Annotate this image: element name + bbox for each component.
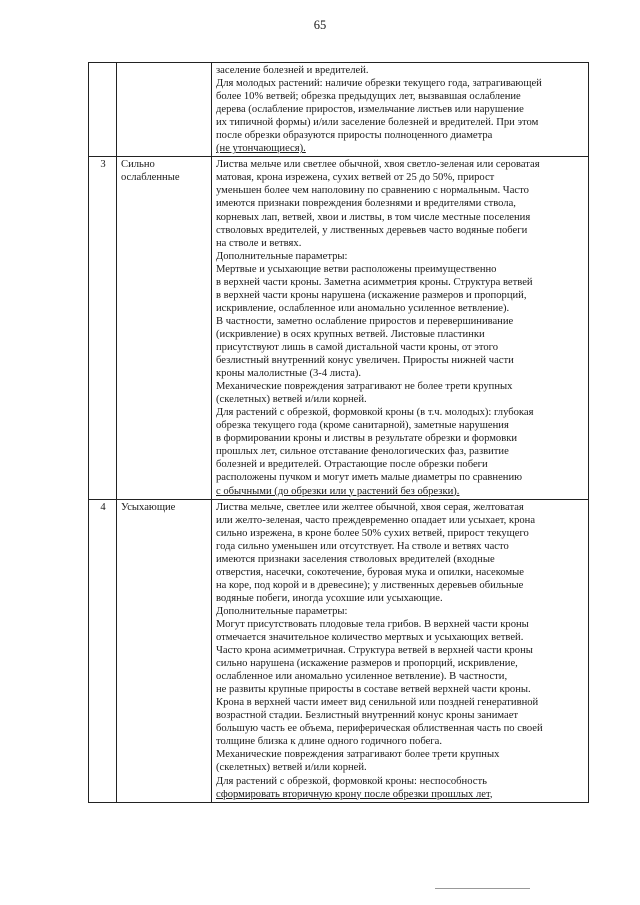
status-cell — [117, 499, 212, 802]
description-line: возрастной стадии. Безлистный внутренний конус кроны занимает — [216, 710, 519, 722]
description-line: ослабленное или аномально усиленное ветвление). В частности, — [216, 671, 508, 683]
table-row — [89, 63, 589, 157]
description-line: Для молодых растений: наличие обрезки текущего года, затрагивающей — [216, 78, 542, 90]
footer-divider — [435, 888, 530, 889]
description-line: сильно изрежена, в кроне более 50% сухих ветвей, прирост текущего — [216, 527, 529, 539]
description-line: безлистный внутренний конус увеличен. Приросты нижней части — [216, 355, 514, 367]
description-line: прошлых лет, сильное отставание фенологических фаз, развитие — [216, 446, 509, 458]
status-label: Сильно — [121, 159, 155, 171]
description-cell — [212, 63, 589, 157]
description-line: матовая, крона изрежена, сухих ветвей от 25 до 50%, прирост — [216, 172, 495, 184]
description-line: (скелетных) ветвей и/или корней. — [216, 394, 367, 406]
description-line: уменьшен более чем наполовину по сравнению с нормальным. Часто — [216, 185, 529, 197]
description-line: более 10% ветвей; обрезка предыдущих лет, вызвавшая ослабление — [216, 91, 521, 103]
description-line: искривление, ослабленное или аномально усиленное ветвление). — [216, 302, 510, 314]
description-line: сильно нарушена (искажение размеров и пропорций, искривление, — [216, 658, 518, 670]
description-line: обрезка текущего года (кроме санитарной), заметные нарушения — [216, 420, 509, 432]
description-line: после обрезки образуются приросты полноценного диаметра — [216, 130, 493, 142]
description-cell — [212, 499, 589, 802]
description-line: не развиты крупные приросты в составе ветвей верхней части кроны. — [216, 684, 531, 696]
description-line: дерева (ослабление приростов, измельчание листьев или нарушение — [216, 104, 524, 116]
description-line: Для растений с обрезкой, формовкой кроны: неспособность — [216, 775, 487, 787]
description-line: Могут присутствовать плодовые тела грибов. В верхней части кроны — [216, 618, 529, 630]
condition-table — [88, 62, 589, 803]
description-line: сформировать вторичную крону после обрезки прошлых лет, — [216, 788, 493, 800]
row-number-cell: 3 — [89, 157, 117, 499]
description-line: имеются признаки заселения стволовых вредителей (входные — [216, 553, 495, 565]
description-line: Мертвые и усыхающие ветви расположены преимущественно — [216, 263, 497, 275]
table-row — [89, 157, 589, 499]
description-line: болезней и вредителей. Отрастающие после обрезки побеги — [216, 459, 488, 471]
description-line: Механические повреждения затрагивают более трети крупных — [216, 749, 500, 761]
description-line: стволовых вредителей, у лиственных деревьев часто водяные побеги — [216, 224, 528, 236]
description-cell — [212, 157, 589, 499]
description-line: года сильно уменьшен или отсутствует. На стволе и ветвях часто — [216, 540, 509, 552]
description-line: Листва мельче, светлее или желтее обычной, хвоя серая, желтоватая — [216, 501, 524, 513]
description-line: расположены пучком и могут иметь малые диаметры по сравнению — [216, 472, 523, 484]
description-line: имеются признаки повреждения болезнями и вредителями ствола, — [216, 198, 516, 210]
description-line: (не утончающиеся). — [216, 143, 306, 155]
description-line: корневых лап, ветвей, хвои и листвы, в том числе местные поселения — [216, 211, 531, 223]
status-label: Усыхающие — [121, 501, 176, 513]
description-line: или желто-зеленая, часто преждевременно опадает или усыхает, крона — [216, 514, 536, 526]
description-line: кроны малолистные (3-4 листа). — [216, 368, 362, 380]
description-line: Дополнительные параметры: — [216, 250, 348, 262]
description-line: В частности, заметно ослабление приростов и перевершинивание — [216, 315, 514, 327]
status-cell — [117, 63, 212, 157]
status-label: ослабленные — [121, 172, 180, 184]
description-line: водяные побеги, иногда усохшие или усыхающие. — [216, 592, 443, 604]
description-line: заселение болезней и вредителей. — [216, 65, 369, 76]
row-number-cell — [89, 63, 117, 157]
description-line: на коре, под корой и в древесине); у лиственных деревьев обильные — [216, 579, 524, 591]
description-line: большую часть ее объема, периферическая облиственная часть по своей — [216, 723, 543, 735]
description-line: Листва мельче или светлее обычной, хвоя светло-зеленая или сероватая — [216, 159, 540, 171]
description-line: в формировании кроны и листвы в результате обрезки и формовки — [216, 433, 518, 445]
description-line: в верхней части кроны нарушена (искажение размеров и пропорций, — [216, 289, 527, 301]
description-line: (искривление) в осях крупных ветвей. Листовые пластинки — [216, 328, 485, 340]
row-number-cell: 4 — [89, 499, 117, 802]
description-line: Крона в верхней части имеет вид сенильной или поздней генеративной — [216, 697, 539, 709]
description-line: отмечается значительное количество мертвых и усыхающих ветвей. — [216, 632, 524, 644]
description-line: Механические повреждения затрагивают не более трети крупных — [216, 381, 513, 393]
description-line: (скелетных) ветвей и/или корней. — [216, 762, 367, 774]
description-line: толщине близка к длине одного годичного побега. — [216, 736, 442, 748]
table-row — [89, 499, 589, 802]
status-cell — [117, 157, 212, 499]
description-line: Часто крона асимметричная. Структура ветвей в верхней части кроны — [216, 645, 533, 657]
description-line: отверстия, насечки, сокотечение, буровая мука и опилки, насекомые — [216, 566, 524, 578]
description-line: в верхней части кроны. Заметна асимметрия кроны. Структура ветвей — [216, 276, 533, 288]
description-line: Для растений с обрезкой, формовкой кроны (в т.ч. молодых): глубокая — [216, 407, 534, 419]
description-line: с обычными (до обрезки или у растений без обрезки). — [216, 485, 460, 497]
description-line: присутствуют лишь в самой дистальной части кроны, от этого — [216, 341, 499, 353]
page-number: 65 — [313, 18, 327, 32]
description-line: Дополнительные параметры: — [216, 605, 348, 617]
description-line: на стволе и ветвях. — [216, 237, 302, 249]
description-line: их типичной формы) и/или заселение болезней и вредителей. При этом — [216, 117, 539, 129]
